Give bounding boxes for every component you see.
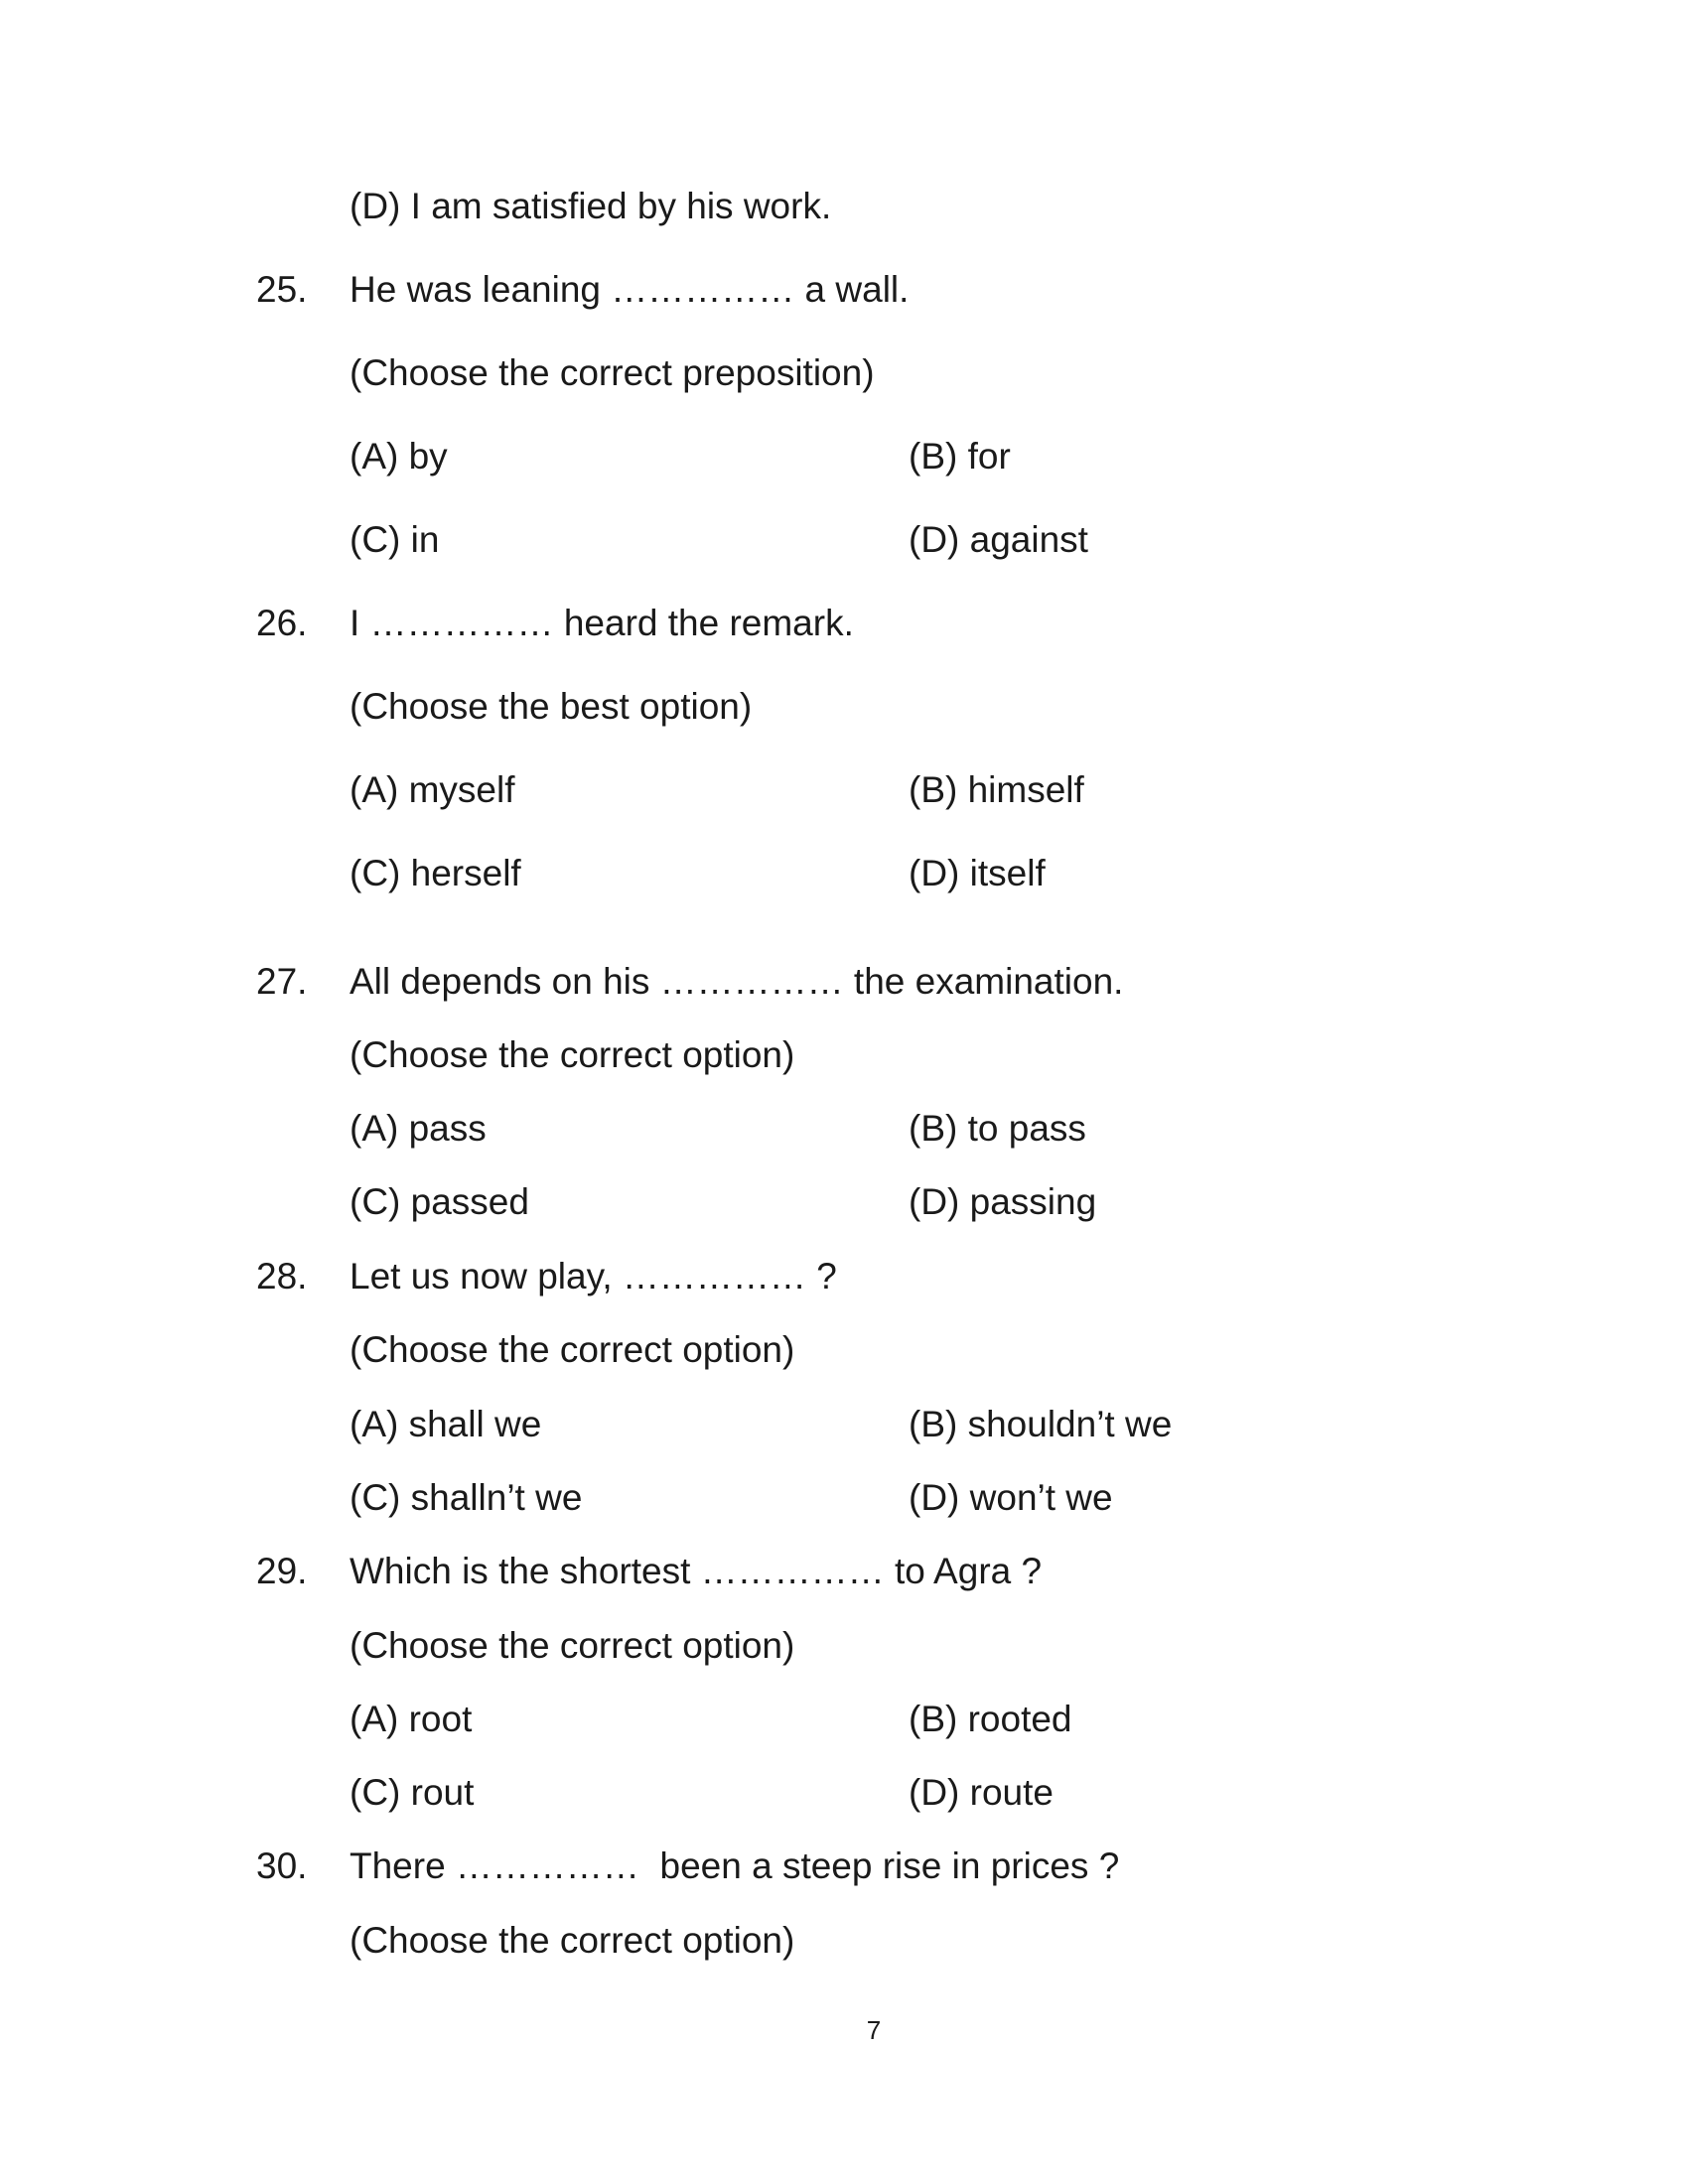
question-26-option-c: (C) herself <box>350 853 521 893</box>
question-28-option-b: (B) shouldn’t we <box>909 1404 1173 1444</box>
question-30-number: 30. <box>256 1845 308 1886</box>
question-27-option-d: (D) passing <box>909 1181 1097 1222</box>
question-25-option-a: (A) by <box>350 436 448 477</box>
question-29-option-a: (A) root <box>350 1699 473 1739</box>
question-27-option-a: (A) pass <box>350 1108 487 1149</box>
question-27-text: All depends on his …………… the examination. <box>350 961 1124 1002</box>
question-28-option-c: (C) shalln’t we <box>350 1477 583 1518</box>
question-29-number: 29. <box>256 1551 308 1591</box>
question-29-text: Which is the shortest …………… to Agra ? <box>350 1551 1043 1591</box>
question-25-option-b: (B) for <box>909 436 1011 477</box>
question-28-instruction: (Choose the correct option) <box>350 1329 795 1370</box>
question-29-instruction: (Choose the correct option) <box>350 1625 795 1666</box>
question-26-option-a: (A) myself <box>350 769 515 810</box>
question-28-number: 28. <box>256 1256 308 1297</box>
question-25-option-c: (C) in <box>350 519 440 560</box>
question-29-option-d: (D) route <box>909 1772 1054 1813</box>
question-29-option-b: (B) rooted <box>909 1699 1072 1739</box>
question-28-option-a: (A) shall we <box>350 1404 542 1444</box>
question-26-number: 26. <box>256 603 308 643</box>
question-26-option-b: (B) himself <box>909 769 1084 810</box>
question-28-text: Let us now play, …………… ? <box>350 1256 837 1297</box>
question-27-number: 27. <box>256 961 308 1002</box>
question-30-instruction: (Choose the correct option) <box>350 1920 795 1961</box>
question-26-instruction: (Choose the best option) <box>350 686 753 727</box>
question-26-text: I …………… heard the remark. <box>350 603 854 643</box>
question-27-option-b: (B) to pass <box>909 1108 1086 1149</box>
question-30-text: There …………… been a steep rise in prices ? <box>350 1845 1120 1886</box>
question-28-option-d: (D) won’t we <box>909 1477 1113 1518</box>
question-25-instruction: (Choose the correct preposition) <box>350 352 875 393</box>
prev-question-option-d: (D) I am satisfied by his work. <box>350 186 832 226</box>
question-26-option-d: (D) itself <box>909 853 1046 893</box>
page-number: 7 <box>866 2015 882 2045</box>
question-25-text: He was leaning …………… a wall. <box>350 269 910 310</box>
question-27-instruction: (Choose the correct option) <box>350 1034 795 1075</box>
question-25-option-d: (D) against <box>909 519 1088 560</box>
question-27-option-c: (C) passed <box>350 1181 529 1222</box>
question-29-option-c: (C) rout <box>350 1772 475 1813</box>
question-25-number: 25. <box>256 269 308 310</box>
